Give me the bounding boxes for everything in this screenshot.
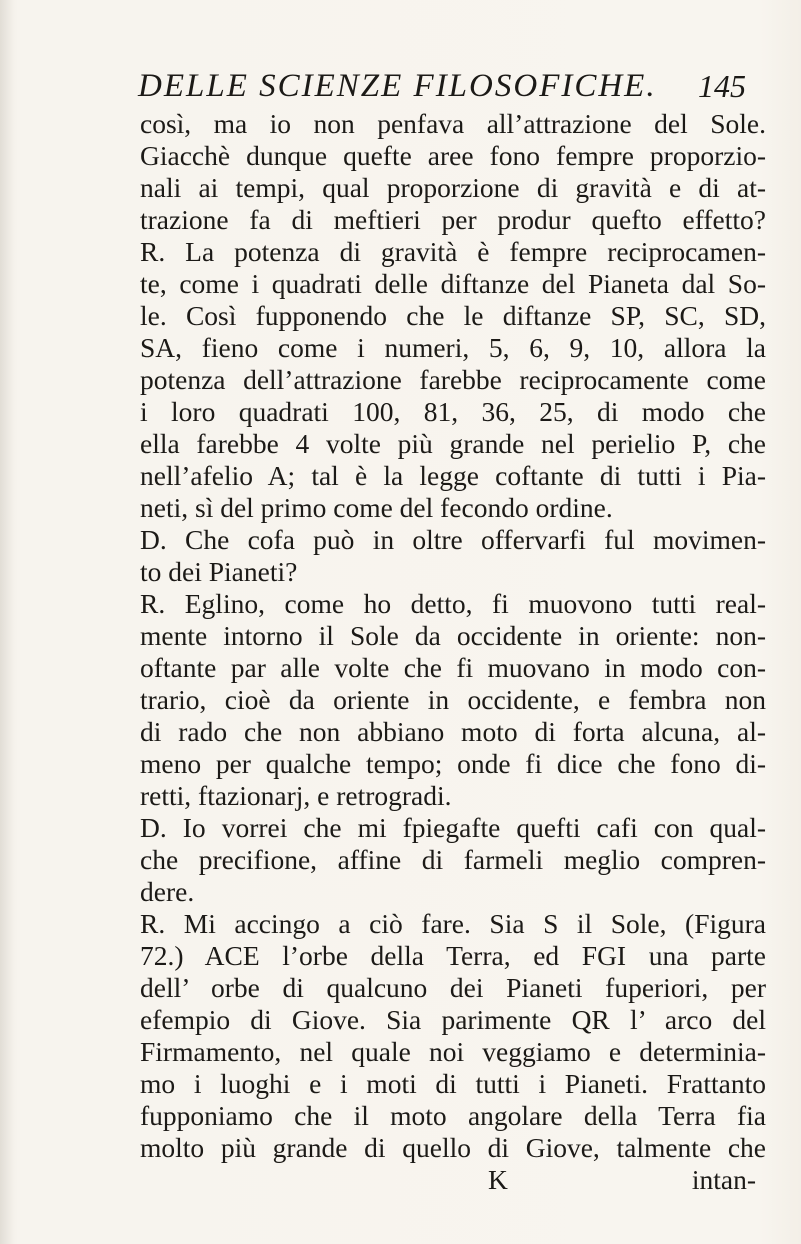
text-line: nali ai tempi, qual proporzione di gravità e di at-: [140, 172, 766, 203]
text-line: efempio di Giove. Sia parimente QR l’ arco del: [140, 1004, 766, 1035]
text-line: R. La potenza di gravità è fempre reciprocamen-: [140, 236, 766, 267]
text-line: trario, cioè da oriente in occidente, e fembra non: [140, 684, 766, 715]
text-line: nell’afelio A; tal è la legge coftante di tutti i Pia-: [140, 460, 766, 491]
text-line: SA, fieno come i numeri, 5, 6, 9, 10, allora la: [140, 332, 766, 363]
text-line: potenza dell’attrazione farebbe reciprocamente come: [140, 364, 766, 395]
text-line: mente intorno il Sole da occidente in oriente: non-: [140, 620, 766, 651]
text-line: di rado che non abbiano moto di forta alcuna, al-: [140, 716, 766, 747]
text-line: le. Così fupponendo che le diftanze SP, SC, SD,: [140, 300, 766, 331]
text-line: R. Mi accingo a ciò fare. Sia S il Sole, (Figura: [140, 908, 766, 939]
text-line: R. Eglino, come ho detto, fi muovono tutti real-: [140, 588, 766, 619]
text-line: 72.) ACE l’orbe della Terra, ed FGI una parte: [140, 940, 766, 971]
text-line: Firmamento, nel quale noi veggiamo e determinia-: [140, 1036, 766, 1067]
page-header: [118, 68, 746, 108]
text-line: oftante par alle volte che fi muovano in modo con-: [140, 652, 766, 683]
text-line: Giacchè dunque quefte aree fono fempre proporzio-: [140, 140, 766, 171]
page-footer: [140, 1164, 766, 1196]
text-line: molto più grande di quello di Giove, talmente che: [140, 1132, 766, 1163]
text-line: trazione fa di meftieri per produr quefto effetto?: [140, 204, 766, 235]
catchword: intan-: [691, 1164, 756, 1195]
body-text: [140, 108, 766, 1196]
text-line: fupponiamo che il moto angolare della Terra fia: [140, 1100, 766, 1131]
text-line: retti, ftazionarj, e retrogradi.: [140, 780, 452, 811]
text-line: meno per qualche tempo; onde fi dice che fono di-: [140, 748, 766, 779]
text-line: dere.: [140, 876, 195, 907]
running-title: DELLE SCIENZE FILOSOFICHE.: [138, 68, 657, 104]
text-line: D. Che cofa può in oltre offervarfi ful movimen-: [140, 524, 766, 555]
binding-shadow: [0, 0, 14, 1244]
page-number: 145: [698, 68, 746, 104]
text-line: te, come i quadrati delle diftanze del Pianeta dal So-: [140, 268, 766, 299]
text-line: dell’ orbe di qualcuno dei Pianeti fuperiori, per: [140, 972, 766, 1003]
text-line: ella farebbe 4 volte più grande nel perielio P, che: [140, 428, 766, 459]
text-line: to dei Pianeti?: [140, 556, 298, 587]
text-line: neti, sì del primo come del fecondo ordine.: [140, 492, 613, 523]
text-line: D. Io vorrei che mi fpiegafte quefti cafi con qual-: [140, 812, 766, 843]
text-line: così, ma io non penfava all’attrazione del Sole.: [140, 108, 766, 139]
text-line: che precifione, affine di farmeli meglio compren-: [140, 844, 766, 875]
signature-mark: K: [488, 1164, 508, 1195]
text-line: i loro quadrati 100, 81, 36, 25, di modo che: [140, 396, 766, 427]
text-line: mo i luoghi e i moti di tutti i Pianeti. Frattanto: [140, 1068, 766, 1099]
